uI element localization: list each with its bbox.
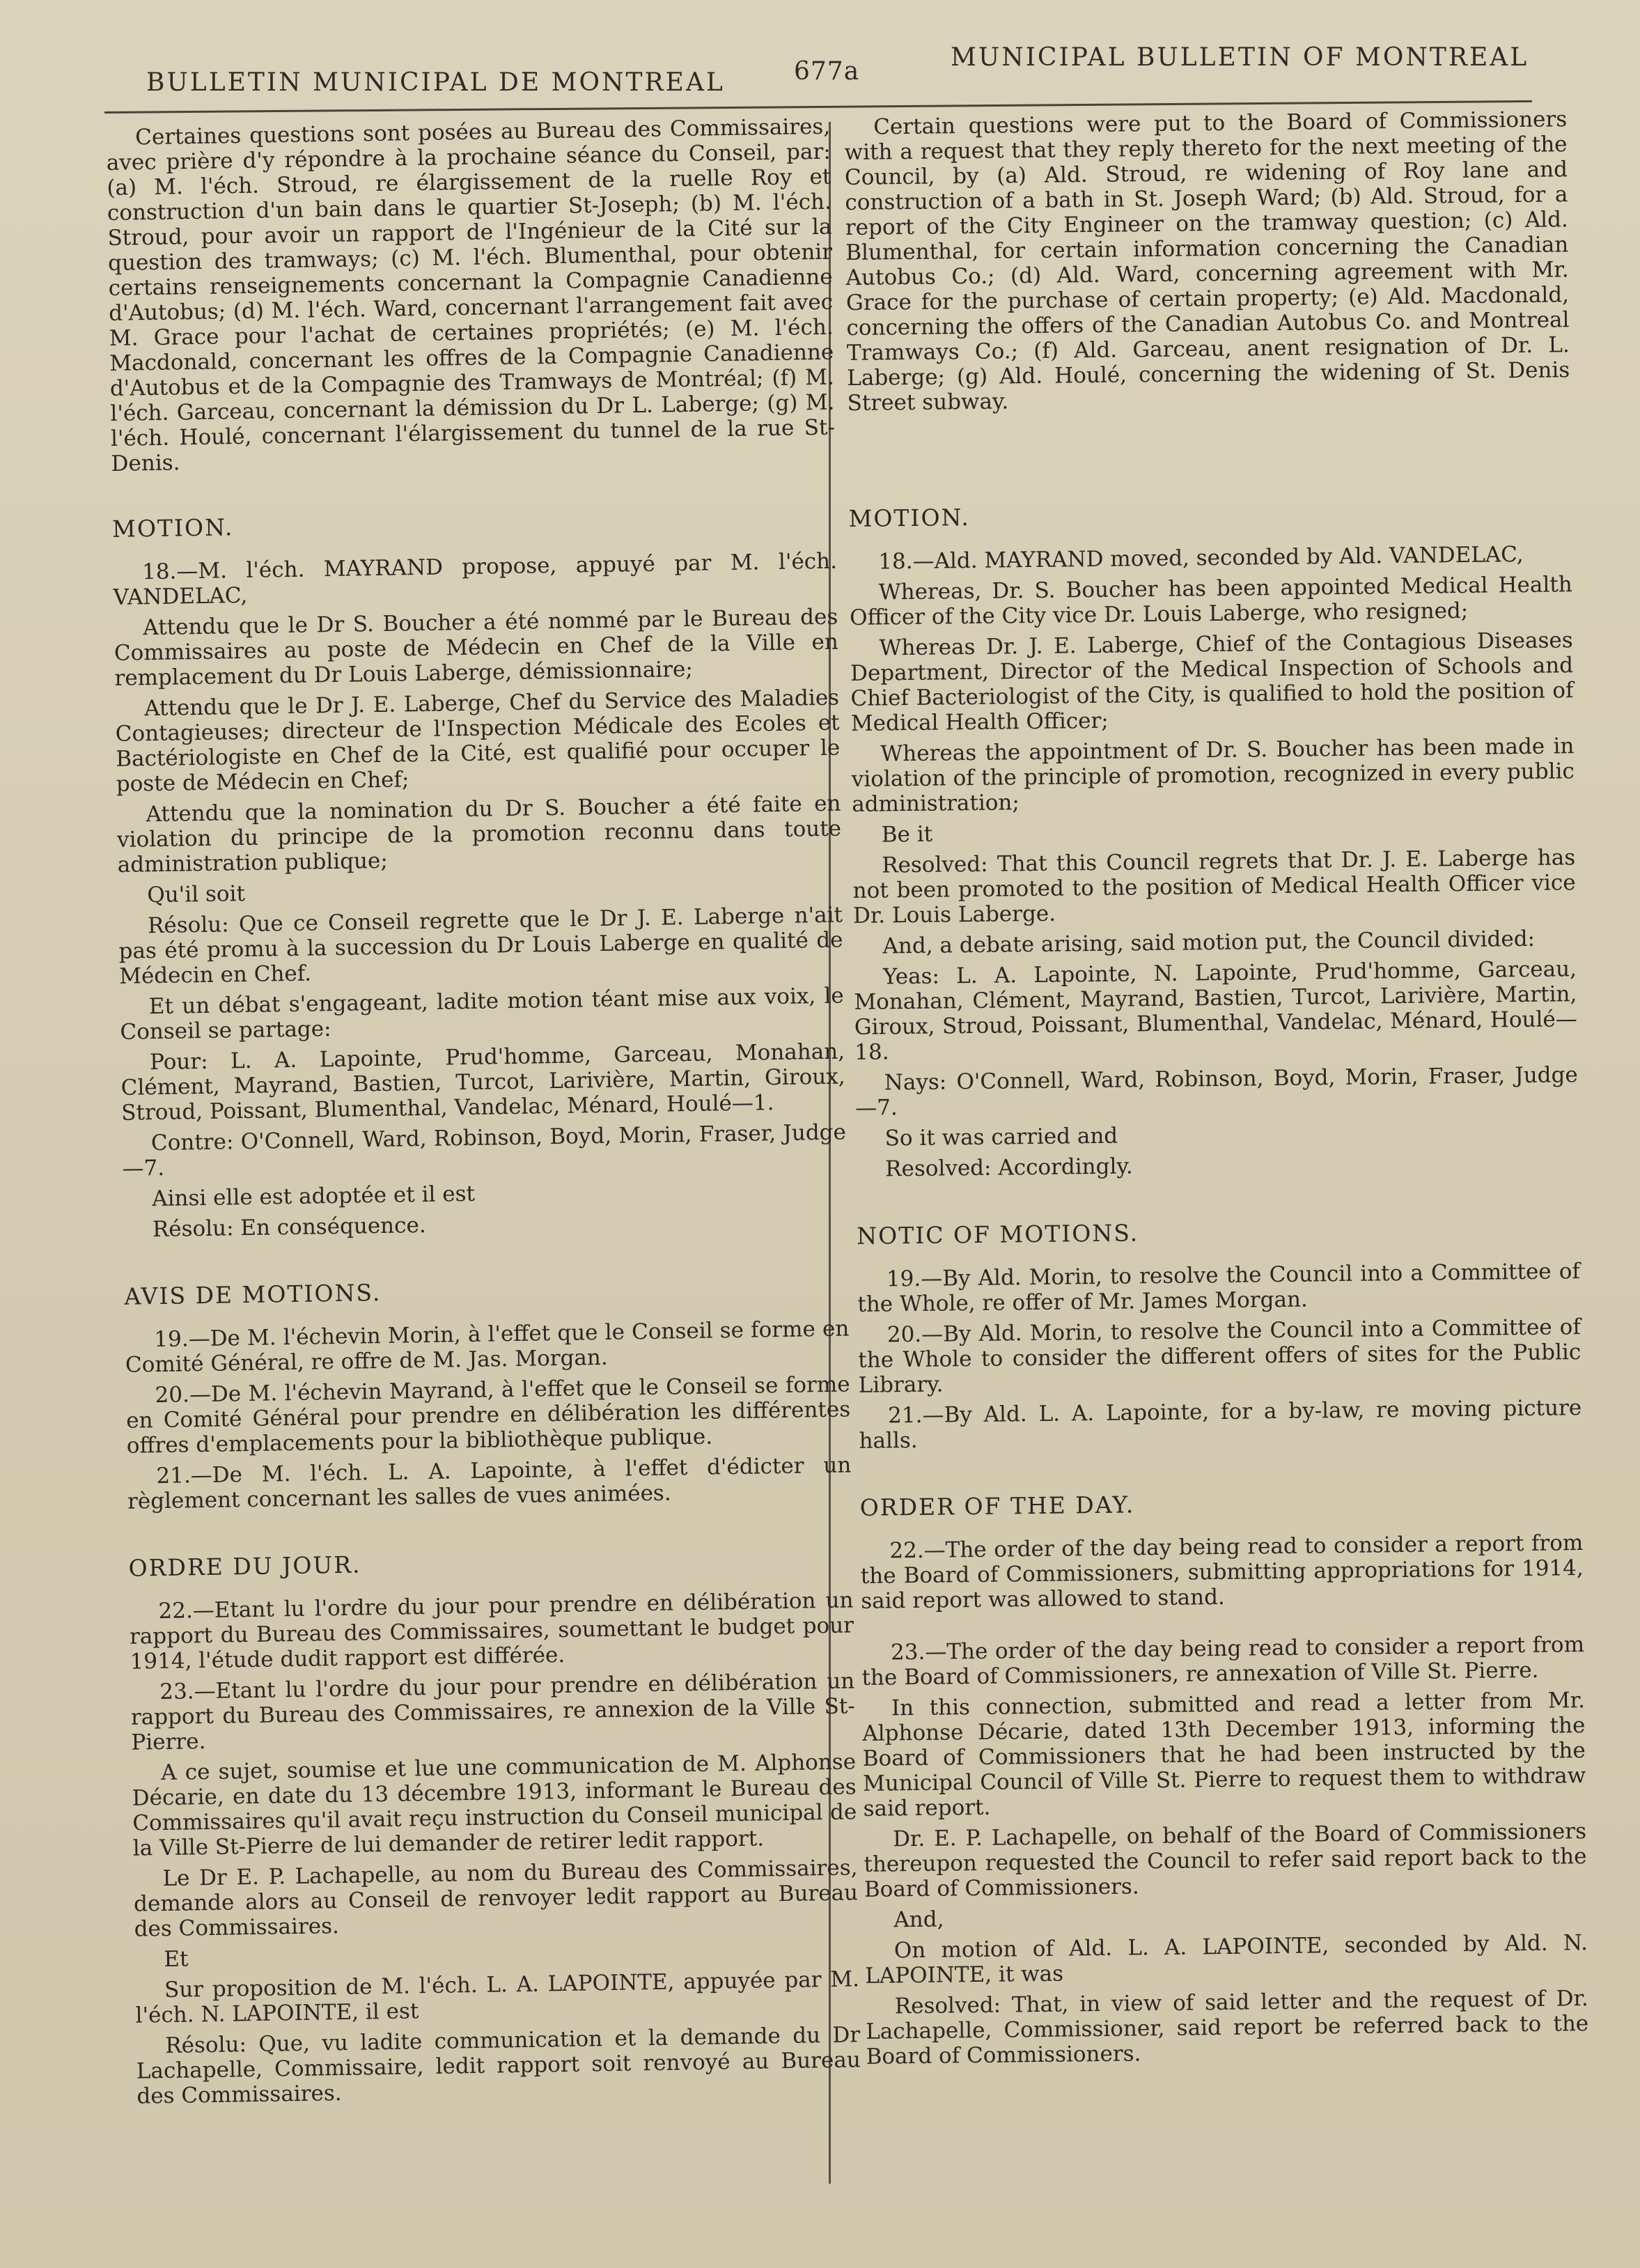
fr-attendu-2: Attendu que le Dr J. E. Laberge, Chef du Service des Maladies Contagieuses; directeur de l'Inspection Médicale des Ecoles et Bactériologiste en Chef de la Cité, est qualifié pour occuper le poste de Médecin en Chef;	[115, 685, 841, 797]
en-motion-18: 18.—Ald. MAYRAND moved, seconded by Ald. VANDELAC,	[878, 541, 1524, 575]
fr-motion-heading: MOTION.	[111, 513, 234, 543]
en-notice-19: 19.—By Ald. Morin, to resolve the Council into a Committee of the Whole, re offer of Mr. James Morgan.	[857, 1259, 1581, 1317]
fr-avis-21: 21.—De M. l'éch. L. A. Lapointe, à l'effet d'édicter un règlement concernant les salles de vues animées.	[127, 1452, 852, 1514]
fr-debat: Et un débat s'engageant, ladite motion téant mise aux voix, le Conseil se partage:	[120, 983, 845, 1045]
en-whereas-3: Whereas the appointment of Dr. S. Boucher has been made in violation of the principle of promotion, recognized in every public administration;	[851, 733, 1575, 817]
fr-ce-sujet: A ce sujet, soumise et lue une communication de M. Alphonse Décarie, en date du 13 décembre 1913, informant le Bureau des Commissaires qu'il avait reçu instruction du Conseil municipal de la Ville St-Pierre de lui demander de retirer ledit rapport.	[132, 1749, 857, 1861]
en-notice-21: 21.—By Ald. L. A. Lapointe, for a by-law, re moving picture halls.	[859, 1395, 1582, 1454]
en-be-it: Be it	[881, 821, 933, 848]
fr-resolu-2: Résolu: En conséquence.	[152, 1212, 426, 1243]
fr-ordre-22: 22.—Etant lu l'ordre du jour pour prendre en délibération un rapport du Bureau des Commissaires, soumettant le budget pour 1914, l'étude dudit rapport est différée.	[129, 1587, 854, 1675]
fr-attendu-3: Attendu que la nomination du Dr S. Boucher a été faite en violation du principe de la promotion reconnu dans toute administration publique;	[116, 791, 842, 878]
fr-motion-18: 18.—M. l'éch. MAYRAND propose, appuyé par M. l'éch. VANDELAC,	[113, 548, 838, 610]
en-connection: In this connection, submitted and read a letter from Mr. Alphonse Décarie, dated 13th December 1913, informing the Board of Commissioners that he had been instructed by the Municipal Council of Ville St. Pierre to request them to withdraw said report.	[862, 1688, 1586, 1822]
fr-resolu-1: Résolu: Que ce Conseil regrette que le Dr J. E. Laberge n'ait pas été promu à la succession du Dr Louis Laberge en qualité de Médecin en Chef.	[118, 902, 843, 989]
fr-questions-paragraph: Certaines questions sont posées au Bureau des Commissaires, avec prière d'y répondre à la prochaine séance du Conseil, par: (a) M. l'éch. Stroud, re élargissement de la ruelle Roy et construction d'un bain dans le quartier St-Joseph; (b) M. l'éch. Stroud, pour avoir un rapport de l'Ingénieur de la Cité sur la question des tramways; (c) M. l'éch. Blumenthal, pour obtenir certains renseignements concernant la Compagnie Canadienne d'Autobus; (d) M. l'éch. Ward, concernant l'arrangement fait avec M. Grace pour l'achat de certaines propriétés; (e) M. l'éch. Macdonald, concernant les offres de la Compagnie Canadienne d'Autobus et de la Compagnie des Tramways de Montréal; (f) M. l'éch. Garceau, concernant la démission du Dr L. Laberge; (g) M. l'éch. Houlé, concernant l'élargissement du tunnel de la rue St-Denis.	[106, 114, 836, 476]
en-carried: So it was carried and	[884, 1123, 1118, 1151]
fr-ordre-23: 23.—Etant lu l'ordre du jour pour prendre en délibération un rapport du Bureau des Commissaires, re annexion de la Ville St-Pierre.	[130, 1668, 856, 1755]
header-title-french: BULLETIN MUNICIPAL DE MONTREAL	[146, 68, 725, 97]
header-title-english: MUNICIPAL BULLETIN OF MONTREAL	[951, 43, 1529, 72]
fr-resolu-3: Résolu: Que, vu ladite communication et la demande du Dr Lachapelle, Commissaire, ledit rapport soit renvoyé au Bureau des Commissaires.	[136, 2022, 861, 2109]
fr-vote-pour: Pour: L. A. Lapointe, Prud'homme, Garceau, Monahan, Clément, Mayrand, Bastien, Turcot, Larivière, Martin, Giroux, Stroud, Poissant, Blumenthal, Vandelac, Ménard, Houlé—1.	[120, 1039, 845, 1126]
fr-attendu-1: Attendu que le Dr S. Boucher a été nommé par le Bureau des Commissaires au poste de Médecin en Chef de la Ville en remplacement du Dr Louis Laberge, démissionnaire;	[114, 604, 839, 691]
en-order-heading: ORDER OF THE DAY.	[859, 1491, 1135, 1521]
fr-avis-heading: AVIS DE MOTIONS.	[124, 1279, 382, 1310]
en-vote-nays: Nays: O'Connell, Ward, Robinson, Boyd, Morin, Fraser, Judge—7.	[854, 1062, 1578, 1121]
en-notice-heading: NOTIC OF MOTIONS.	[857, 1219, 1139, 1250]
en-debate: And, a debate arising, said motion put, the Council divided:	[882, 926, 1536, 959]
fr-ordre-heading: ORDRE DU JOUR.	[128, 1551, 361, 1582]
en-notice-20: 20.—By Ald. Morin, to resolve the Council into a Committee of the Whole to consider the different offers of sites for the Public Library.	[858, 1314, 1582, 1398]
en-whereas-1: Whereas, Dr. S. Boucher has been appointed Medical Health Officer of the City vice Dr. Louis Laberge, who resigned;	[849, 572, 1572, 630]
en-questions-paragraph: Certain questions were put to the Board of Commissioners with a request that they reply thereto for the next meeting of the Council, by (a) Ald. Stroud, re widening of Roy lane and construction of a bath in St. Joseph Ward; (b) Ald. Stroud, for a report of the City Engineer on the tramway question; (c) Ald. Blumenthal, for certain information concerning the Canadian Autobus Co.; (d) Ald. Ward, concerning agreement with Mr. Grace for the purchase of certain property; (e) Ald. Macdonald, concerning the offers of the Canadian Autobus Co. and Montreal Tramways Co.; (f) Ald. Garceau, anent resignation of Dr. L. Laberge; (g) Ald. Houlé, concerning the widening of St. Denis Street subway.	[844, 107, 1570, 416]
en-resolved-2: Resolved: Accordingly.	[884, 1154, 1133, 1182]
fr-et: Et	[164, 1946, 189, 1973]
en-vote-yeas: Yeas: L. A. Lapointe, N. Lapointe, Prud'homme, Garceau, Monahan, Clément, Mayrand, Bastien, Turcot, Larivière, Martin, Giroux, Stroud, Poissant, Blumenthal, Vandelac, Ménard, Houlé—18.	[854, 956, 1577, 1065]
en-resolved-3: Resolved: That, in view of said letter and the request of Dr. Lachapelle, Commissioner, said report be referred back to the Board of Commissioners.	[866, 1986, 1589, 2069]
french-column	[106, 114, 861, 2115]
en-resolved-1: Resolved: That this Council regrets that Dr. J. E. Laberge has not been promoted to the position of Medical Health Officer vice Dr. Louis Laberge.	[852, 845, 1576, 929]
fr-ainsi: Ainsi elle est adoptée et il est	[151, 1181, 476, 1212]
en-lachapelle: Dr. E. P. Lachapelle, on behalf of the Board of Commissioners thereupon requested the Council to refer said report back to the Board of Commissioners.	[864, 1819, 1587, 1902]
fr-sur-proposition: Sur proposition de M. l'éch. L. A. LAPOINTE, appuyée par M. l'éch. N. LAPOINTE, il est	[135, 1966, 860, 2028]
en-order-23: 23.—The order of the day being read to consider a report from the Board of Commissioners, re annexation of Ville St. Pierre.	[861, 1632, 1585, 1691]
en-order-22: 22.—The order of the day being read to consider a report from the Board of Commissioners, submitting appropriations for 1914, said report was allowed to stand.	[860, 1530, 1584, 1614]
en-and: And,	[893, 1906, 944, 1933]
fr-quil-soit: Qu'il soit	[147, 880, 246, 908]
english-column	[844, 107, 1589, 2075]
fr-avis-19: 19.—De M. l'échevin Morin, à l'effet que le Conseil se forme en Comité Général, re offre de M. Jas. Morgan.	[125, 1316, 850, 1378]
fr-avis-20: 20.—De M. l'échevin Mayrand, à l'effet que le Conseil se forme en Comité Général pour prendre en délibération les différentes offres d'emplacements pour la bibliothèque publique.	[125, 1372, 851, 1459]
en-whereas-2: Whereas Dr. J. E. Laberge, Chief of the Contagious Diseases Department, Director of the Medical Inspection of Schools and Chief Bacteriologist of the City, is qualified to hold the position of Medical Health Officer;	[850, 628, 1574, 736]
fr-lachapelle: Le Dr E. P. Lachapelle, au nom du Bureau des Commissaires, demande alors au Conseil de renvoyer ledit rapport au Bureau des Commissaires.	[133, 1855, 859, 1942]
en-motion-heading: MOTION.	[848, 503, 970, 532]
page-number: 677a	[794, 57, 860, 86]
en-on-motion: On motion of Ald. L. A. LAPOINTE, seconded by Ald. N. LAPOINTE, it was	[865, 1930, 1588, 1989]
fr-vote-contre: Contre: O'Connell, Ward, Robinson, Boyd, Morin, Fraser, Judge—7.	[122, 1119, 847, 1181]
